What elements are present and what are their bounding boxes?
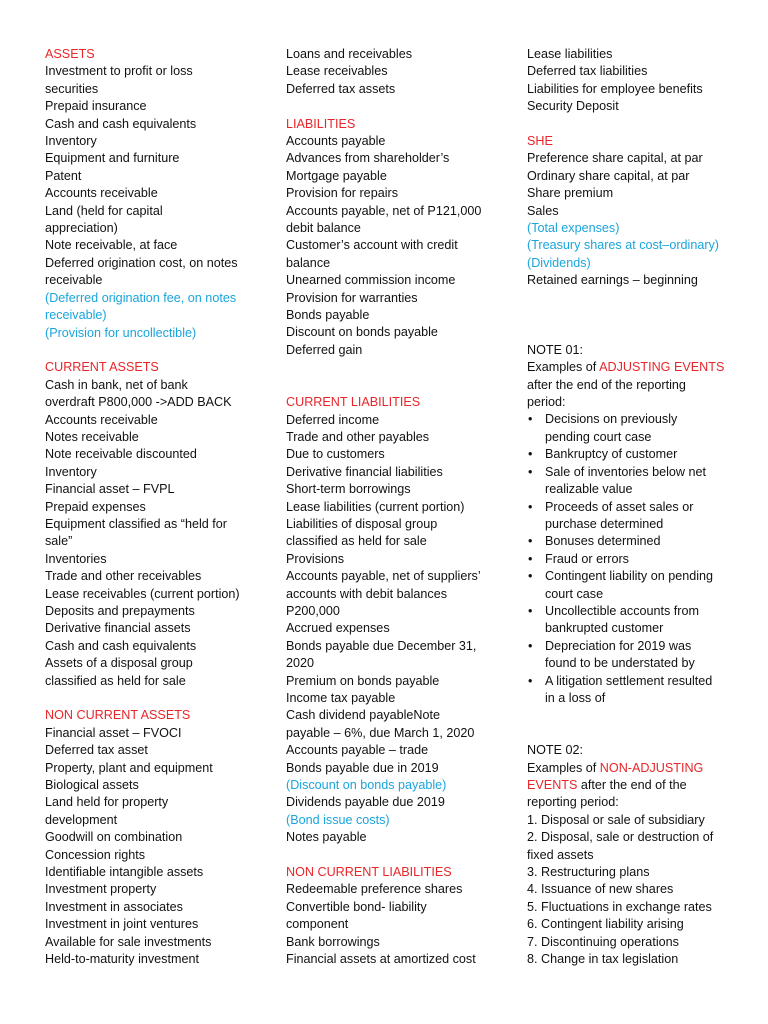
text-line: P200,000 xyxy=(286,603,340,618)
text-line: Dividends payable due 2019 xyxy=(286,795,445,810)
text-line: Trade and other receivables xyxy=(45,569,202,584)
text-line: Loans and receivables xyxy=(286,47,413,61)
text-line: Available for sale investments xyxy=(45,934,212,949)
text-line: Lease receivables xyxy=(286,64,388,79)
text-line: Share premium xyxy=(527,186,614,201)
bullet-item xyxy=(527,673,727,708)
section-heading: CURRENT LIABILITIES xyxy=(286,395,421,410)
bullet-text: • Bonuses determined xyxy=(545,534,661,549)
section-non-current-assets xyxy=(45,707,250,968)
text-line: Deferred tax asset xyxy=(45,743,148,758)
bullet-text: pending court case xyxy=(545,429,652,444)
text-line: Investment in joint ventures xyxy=(45,917,199,932)
column-3 xyxy=(527,46,727,968)
bullet-text: found to be understated by xyxy=(545,656,695,671)
text-line: 2020 xyxy=(286,656,315,671)
bullet-text: court case xyxy=(545,586,604,601)
bullet-text: bankrupted customer xyxy=(545,621,664,636)
bullet-item xyxy=(527,568,727,603)
text-line: Cash in bank, net of bank xyxy=(45,377,188,392)
note-01 xyxy=(527,342,727,708)
bullet-text: • Bankruptcy of customer xyxy=(545,447,678,462)
text-line: Inventories xyxy=(45,551,107,566)
text-line: Accounts receivable xyxy=(45,186,158,201)
numbered-item: 1. Disposal or sale of subsidiary xyxy=(527,812,705,827)
section-heading: ASSETS xyxy=(45,47,95,61)
text-line: Sales xyxy=(527,203,559,218)
text-line: Note receivable discounted xyxy=(45,447,197,462)
text-line: (Total expenses) xyxy=(527,221,620,236)
note-intro-text: after the end of the xyxy=(577,778,687,792)
bullet-text: • Depreciation for 2019 was xyxy=(545,638,692,653)
text-line: Liabilities of disposal group xyxy=(286,516,438,531)
text-line: balance xyxy=(286,255,331,270)
text-line: Mortgage payable xyxy=(286,168,387,183)
note-intro-text: Examples of xyxy=(527,360,600,375)
text-line: Notes payable xyxy=(286,830,367,845)
text-line: Provisions xyxy=(286,551,345,566)
text-line: (Discount on bonds payable) xyxy=(286,778,447,793)
section-heading: LIABILITIES xyxy=(286,116,356,131)
note-02 xyxy=(527,742,727,968)
section-heading: SHE xyxy=(527,134,553,149)
text-line: appreciation) xyxy=(45,221,118,236)
section-lines xyxy=(286,881,486,968)
bullet-item xyxy=(527,533,727,550)
text-line: Investment property xyxy=(45,882,157,897)
text-line: overdraft P800,000 ->ADD BACK xyxy=(45,395,232,410)
text-line: (Dividends) xyxy=(527,255,591,270)
text-line: reporting period: xyxy=(527,795,619,810)
numbered-item: fixed assets xyxy=(527,847,594,862)
text-line: Income tax payable xyxy=(286,691,396,705)
text-line: (Deferred origination fee, on notes xyxy=(45,290,237,305)
bullet-item xyxy=(527,411,727,446)
section-lines xyxy=(286,412,486,847)
bullet-text: • Fraud or errors xyxy=(545,551,629,566)
bullet-item xyxy=(527,603,727,638)
text-line: Accounts payable xyxy=(286,134,386,149)
text-line: Property, plant and equipment xyxy=(45,760,213,775)
text-line: Goodwill on combination xyxy=(45,830,183,845)
numbered-item: 4. Issuance of new shares xyxy=(527,882,674,897)
section-she xyxy=(527,133,727,290)
text-line: Deposits and prepayments xyxy=(45,603,195,618)
text-line: Deferred income xyxy=(286,412,380,427)
text-line: Trade and other payables xyxy=(286,429,430,444)
text-line: (Provision for uncollectible) xyxy=(45,325,197,340)
text-line: payable – 6%, due March 1, 2020 xyxy=(286,725,475,740)
text-line: Patent xyxy=(45,168,82,183)
text-line: Assets of a disposal group xyxy=(45,656,193,671)
text-line: Retained earnings – beginning xyxy=(527,273,698,288)
bullet-text: • A litigation settlement resulted xyxy=(545,673,713,688)
text-line: (Bond issue costs) xyxy=(286,812,390,827)
text-line: Customer’s account with credit xyxy=(286,238,458,253)
text-line: Cash and cash equivalents xyxy=(45,638,197,653)
text-line: Due to customers xyxy=(286,447,385,462)
section-current-assets xyxy=(45,359,250,690)
text-line: Accounts receivable xyxy=(45,412,158,427)
section-assets xyxy=(45,46,250,342)
text-line: Bonds payable xyxy=(286,308,370,323)
section-lines xyxy=(527,150,727,289)
bullet-text: • Uncollectible accounts from xyxy=(545,603,699,618)
section-lines xyxy=(527,46,727,116)
bullet-text: in a loss of xyxy=(545,690,606,705)
text-line: development xyxy=(45,812,118,827)
text-line: Bonds payable due December 31, xyxy=(286,638,477,653)
bullet-item xyxy=(527,446,727,463)
note-intro-text: Examples of xyxy=(527,760,600,775)
bullet-text: • Contingent liability on pending xyxy=(545,569,714,584)
text-line: Investment to profit or loss xyxy=(45,64,193,79)
section-lines xyxy=(45,377,250,690)
text-line: Inventory xyxy=(45,134,97,149)
numbered-item: 8. Change in tax legislation xyxy=(527,952,679,967)
text-line: classified as held for sale xyxy=(45,673,186,688)
text-line: Accounts payable, net of suppliers’ xyxy=(286,569,481,584)
text-line: Prepaid insurance xyxy=(45,99,147,114)
text-line: Concession rights xyxy=(45,847,146,862)
text-line: Provision for repairs xyxy=(286,186,398,201)
text-line: Biological assets xyxy=(45,778,139,793)
text-line: Deferred tax liabilities xyxy=(527,64,648,79)
text-line: Accrued expenses xyxy=(286,621,390,636)
text-line: Bank borrowings xyxy=(286,934,380,949)
note-intro xyxy=(527,777,727,794)
text-line: Lease receivables (current portion) xyxy=(45,586,240,601)
text-line: Lease liabilities xyxy=(527,47,613,61)
text-line: receivable xyxy=(45,273,103,288)
section-lines xyxy=(286,133,486,359)
text-line: Accounts payable – trade xyxy=(286,743,429,758)
text-line: Derivative financial liabilities xyxy=(286,464,443,479)
text-line: after the end of the reporting xyxy=(527,377,686,392)
column-2 xyxy=(286,46,486,968)
text-line: debit balance xyxy=(286,221,361,236)
numbered-item: 7. Discontinuing operations xyxy=(527,934,679,949)
section-heading: CURRENT ASSETS xyxy=(45,360,159,375)
bullet-item xyxy=(527,499,727,534)
text-line: Cash dividend payableNote xyxy=(286,708,441,723)
text-line: Notes receivable xyxy=(45,429,139,444)
note-intro-highlight: ADJUSTING EVENTS xyxy=(599,360,725,375)
section-liabilities xyxy=(286,116,486,360)
bullet-text: • Proceeds of asset sales or xyxy=(545,499,694,514)
column-1 xyxy=(45,46,250,969)
text-line: Discount on bonds payable xyxy=(286,325,438,340)
text-line: Security Deposit xyxy=(527,99,619,114)
text-line: component xyxy=(286,917,349,932)
text-line: Financial assets at amortized cost xyxy=(286,952,476,967)
text-line: Note receivable, at face xyxy=(45,238,178,253)
text-line: Land held for property xyxy=(45,795,169,810)
note-title: NOTE 02: xyxy=(527,743,583,758)
bullet-text: • Decisions on previously xyxy=(545,412,678,427)
text-line: Financial asset – FVOCI xyxy=(45,725,182,740)
text-line: sale” xyxy=(45,534,73,549)
text-line: Short-term borrowings xyxy=(286,482,411,497)
bullet-text: purchase determined xyxy=(545,516,664,531)
text-line: Derivative financial assets xyxy=(45,621,191,636)
text-line: Preference share capital, at par xyxy=(527,151,703,166)
note-title: NOTE 01: xyxy=(527,342,583,357)
bullet-item xyxy=(527,638,727,673)
text-line: Held-to-maturity investment xyxy=(45,952,199,967)
bullet-text: • Sale of inventories below net xyxy=(545,464,707,479)
note-intro-highlight: EVENTS xyxy=(527,778,578,792)
section-heading: NON CURRENT ASSETS xyxy=(45,708,191,723)
note-intro-highlight: NON-ADJUSTING xyxy=(599,760,704,775)
text-line: period: xyxy=(527,395,566,410)
text-line: Advances from shareholder’s xyxy=(286,151,450,166)
text-line: Premium on bonds payable xyxy=(286,673,440,688)
text-line: Cash and cash equivalents xyxy=(45,116,197,131)
bullet-item xyxy=(527,551,727,568)
note-intro xyxy=(527,359,727,376)
text-line: Bonds payable due in 2019 xyxy=(286,760,439,775)
text-line: classified as held for sale xyxy=(286,534,427,549)
text-line: Unearned commission income xyxy=(286,273,456,288)
text-line: Accounts payable, net of P121,000 xyxy=(286,203,482,218)
text-line: Identifiable intangible assets xyxy=(45,865,204,880)
text-line: Ordinary share capital, at par xyxy=(527,168,690,183)
text-line: Inventory xyxy=(45,464,97,479)
section-lines xyxy=(286,46,486,98)
text-line: securities xyxy=(45,81,99,96)
text-line: receivable) xyxy=(45,308,107,323)
text-line: Equipment and furniture xyxy=(45,151,180,166)
text-line: Deferred tax assets xyxy=(286,81,396,96)
bullet-item xyxy=(527,464,727,499)
text-line: Lease liabilities (current portion) xyxy=(286,499,465,514)
text-line: Redeemable preference shares xyxy=(286,882,463,897)
section-lines xyxy=(45,725,250,969)
text-line: (Treasury shares at cost–ordinary) xyxy=(527,238,720,253)
text-line: Equipment classified as “held for xyxy=(45,516,228,531)
text-line: Financial asset – FVPL xyxy=(45,482,175,497)
text-line: Prepaid expenses xyxy=(45,499,146,514)
text-line: Liabilities for employee benefits xyxy=(527,81,703,96)
note-numbered-list xyxy=(527,812,727,969)
numbered-item: 5. Fluctuations in exchange rates xyxy=(527,899,712,914)
numbered-item: 3. Restructuring plans xyxy=(527,865,650,880)
numbered-item: 2. Disposal, sale or destruction of xyxy=(527,830,714,845)
note-intro-rest xyxy=(527,377,727,412)
section-non-current-liabilities xyxy=(286,864,486,968)
section-current-liabilities xyxy=(286,394,486,847)
text-line: Deferred origination cost, on notes xyxy=(45,255,238,270)
numbered-item: 6. Contingent liability arising xyxy=(527,917,684,932)
text-line: Deferred gain xyxy=(286,342,363,357)
note-intro-rest xyxy=(527,794,727,811)
note-bullet-list xyxy=(527,411,727,707)
section-heading: NON CURRENT LIABILITIES xyxy=(286,865,452,880)
text-line: Land (held for capital xyxy=(45,203,163,218)
text-line: Investment in associates xyxy=(45,899,183,914)
bullet-text: realizable value xyxy=(545,482,633,497)
text-line: Convertible bond- liability xyxy=(286,899,427,914)
note-intro xyxy=(527,760,727,777)
text-line: accounts with debit balances xyxy=(286,586,448,601)
section-lines xyxy=(45,63,250,342)
text-line: Provision for warranties xyxy=(286,290,418,305)
